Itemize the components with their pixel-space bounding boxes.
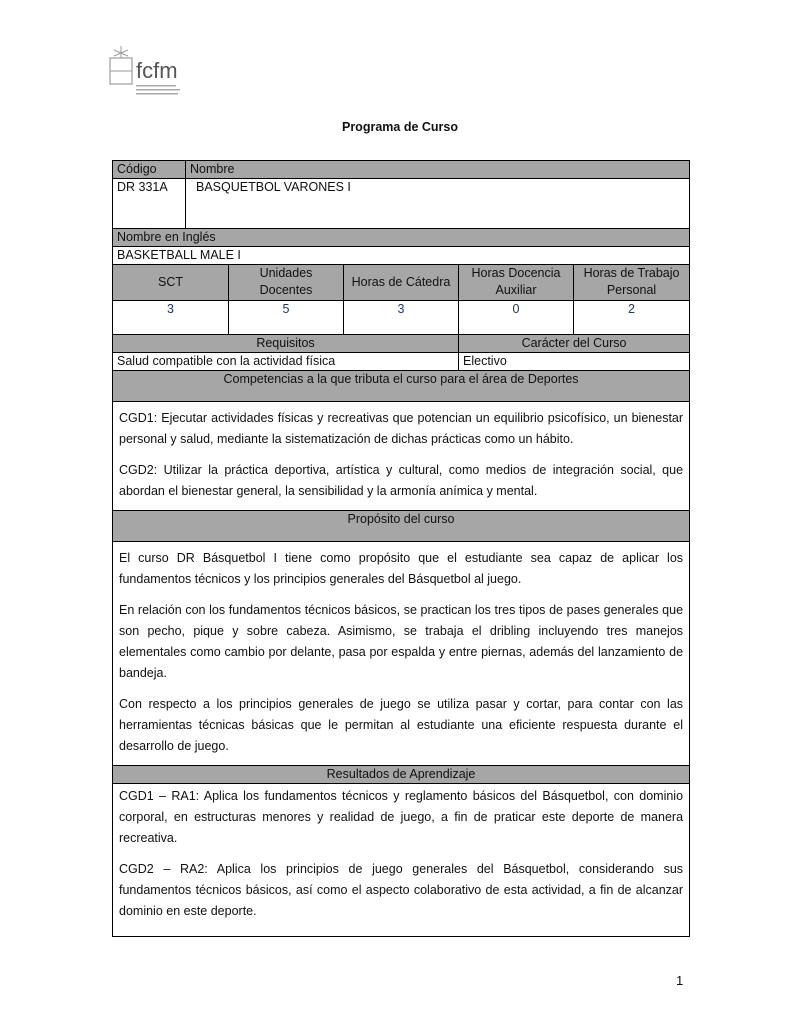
- svg-text:fcfm: fcfm: [136, 58, 178, 83]
- personal-value: 2: [574, 301, 690, 335]
- fcfm-logo: [108, 44, 208, 96]
- document-title: Programa de Curso: [341, 120, 458, 134]
- university-crest-icon: [108, 44, 208, 96]
- proposito-section: [113, 542, 690, 766]
- auxiliar-value: 0: [459, 301, 574, 335]
- competencias-header: Competencias a la que tributa el curso para el área de Deportes: [113, 371, 690, 402]
- course-name: BASQUETBOL VARONES I: [186, 179, 690, 229]
- course-code: DR 331A: [113, 179, 186, 229]
- nombre-header: Nombre: [186, 161, 690, 179]
- unidades-header: Unidades Docentes: [229, 265, 344, 301]
- proposito-paragraph: Con respecto a los principios generales de juego se utiliza pasar y cortar, para contar con las herramientas técnicas básicas que le permitan al estudiante una eficiente respuesta durante el desarrollo de juego.: [119, 697, 684, 753]
- english-name: BASKETBALL MALE I: [113, 247, 690, 265]
- unidades-value: 5: [229, 301, 344, 335]
- sct-header: SCT: [113, 265, 229, 301]
- catedra-header: Horas de Cátedra: [344, 265, 459, 301]
- resultado-ra1: CGD1 – RA1: Aplica los fundamentos técnicos y reglamento básicos del Básquetbol, con dominio corporal, en estructuras menores y realidad de juego, a fin de praticar este deporte de manera recreativa.: [119, 789, 684, 845]
- sct-value: 3: [113, 301, 229, 335]
- resultados-section: [113, 784, 690, 937]
- course-program-table: [112, 160, 690, 937]
- resultados-header: Resultados de Aprendizaje: [113, 766, 690, 784]
- caracter-value: Electivo: [459, 353, 690, 371]
- proposito-paragraph: En relación con los fundamentos técnicos básicos, se practican los tres tipos de pases generales que son pecho, pique y sobre cabeza. Asimismo, se trabaja el dribling incluyendo tres manejos elementales como cambio por delante, pasa por espalda y entre piernas, además del lanzamiento de bandeja.: [119, 603, 684, 680]
- requisitos-header: Requisitos: [113, 335, 459, 353]
- caracter-header: Carácter del Curso: [459, 335, 690, 353]
- resultado-ra2: CGD2 – RA2: Aplica los principios de juego generales del Básquetbol, considerando sus fundamentos técnicos básicos, así como el aspecto colaborativo de esta actividad, a fin de alcanzar dominio en este deporte.: [119, 862, 684, 918]
- catedra-value: 3: [344, 301, 459, 335]
- competencias-section: [113, 402, 690, 511]
- proposito-header: Propósito del curso: [113, 511, 690, 542]
- auxiliar-header: Horas Docencia Auxiliar: [459, 265, 574, 301]
- english-name-header: Nombre en Inglés: [113, 229, 690, 247]
- competencia-cgd1: CGD1: Ejecutar actividades físicas y recreativas que potencian un equilibrio psicofísico, un bienestar personal y salud, mediante la sistematización de dichas prácticas como un hábito.: [119, 411, 684, 446]
- competencia-cgd2: CGD2: Utilizar la práctica deportiva, artística y cultural, como medios de integración social, que abordan el bienestar general, la sensibilidad y la armonía anímica y mental.: [119, 463, 684, 498]
- codigo-header: Código: [113, 161, 186, 179]
- personal-header: Horas de Trabajo Personal: [574, 265, 690, 301]
- proposito-paragraph: El curso DR Básquetbol I tiene como propósito que el estudiante sea capaz de aplicar los fundamentos técnicos y los principios generales del Básquetbol al juego.: [119, 551, 684, 586]
- requisitos-value: Salud compatible con la actividad física: [113, 353, 459, 371]
- page-number: 1: [676, 973, 684, 988]
